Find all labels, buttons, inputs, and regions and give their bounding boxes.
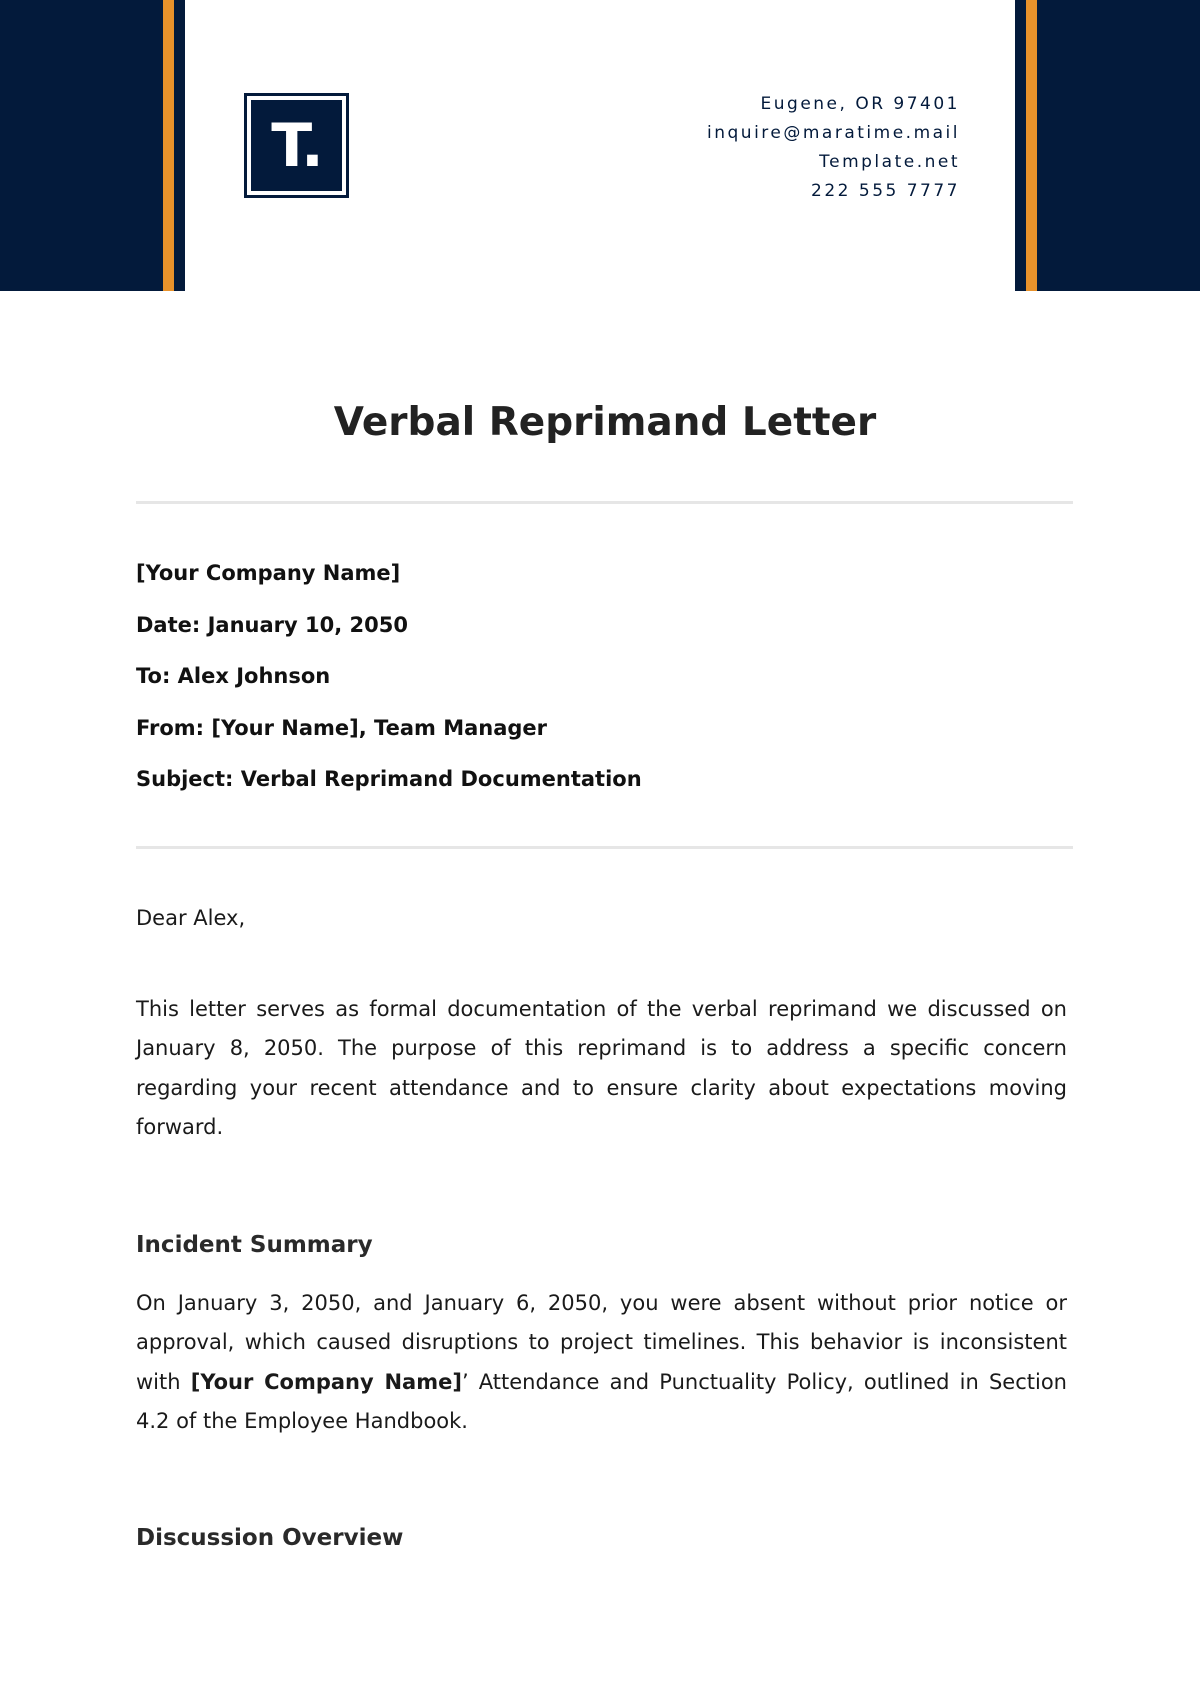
company-logo: [244, 93, 349, 198]
meta-to: To: Alex Johnson: [136, 664, 331, 688]
meta-subject: Subject: Verbal Reprimand Documentation: [136, 767, 642, 791]
letter-meta: [136, 558, 642, 816]
logo-mark: T.: [251, 100, 342, 191]
intro-paragraph: This letter serves as formal documentation of the verbal reprimand we discussed on January 8, 2050. The purpose of this reprimand is to address a specific concern regarding your recent attendance and to ensure clarity about expectations moving forward.: [136, 997, 1067, 1139]
meta-date: Date: January 10, 2050: [136, 612, 408, 637]
meta-company: [Your Company Name]: [136, 561, 401, 585]
contact-email: inquire@maratime.mail: [707, 123, 960, 143]
header-left-stripe: [163, 0, 174, 291]
discussion-overview-heading: Discussion Overview: [136, 1525, 404, 1551]
divider-bottom: [136, 846, 1073, 849]
document-title: Verbal Reprimand Letter: [333, 400, 877, 445]
incident-company-name: [Your Company Name]: [190, 1369, 462, 1394]
contact-website: Template.net: [819, 152, 960, 172]
contact-info: [707, 90, 960, 206]
divider-top: [136, 501, 1073, 504]
incident-text-end: ’ Attendance and Punctuality Policy, outlined in Section 4.2 of the Employee Handbook.: [136, 1369, 1067, 1433]
header-right-stripe: [1026, 0, 1037, 291]
contact-phone: 222 555 7777: [811, 181, 960, 201]
incident-summary-paragraph: [136, 1284, 1067, 1441]
incident-summary-heading: Incident Summary: [136, 1232, 373, 1258]
contact-address: Eugene, OR 97401: [760, 94, 960, 114]
header-right-band: [1015, 0, 1200, 291]
greeting: Dear Alex,: [136, 906, 246, 930]
meta-from: From: [Your Name], Team Manager: [136, 715, 548, 740]
header-left-band: [0, 0, 185, 291]
incident-text-start: On January 3, 2050, and January 6, 2050, you were absent without prior notice or approval, which caused disruptions to project timelines. This behavior is inconsistent with: [136, 1291, 1067, 1394]
